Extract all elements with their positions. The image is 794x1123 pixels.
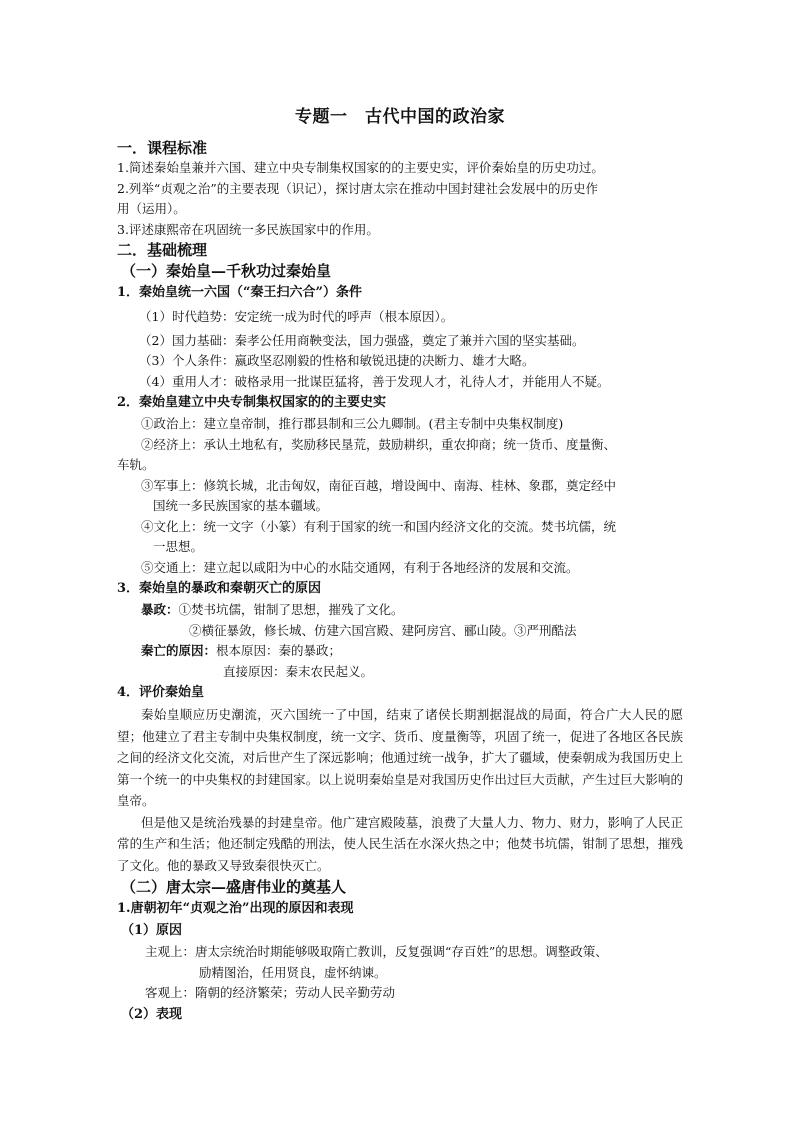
fall-line-2: 直接原因：秦末农民起义。 xyxy=(223,663,374,679)
fact-item-culture-cont: 一思想。 xyxy=(153,539,204,554)
curriculum-item-2: 2.列举“贞观之治”的主要表现（识记），探讨唐太宗在推动中国封建社会发展中的历史作 xyxy=(117,180,598,196)
fall-label: 秦亡的原因： xyxy=(141,643,217,658)
condition-item-4: （4）重用人才：破格录用一批谋臣猛将，善于发现人才，礼待人才，并能用人不疑。 xyxy=(139,373,610,389)
condition-item-1: （1）时代趋势：安定统一成为时代的呼声（根本原因）。 xyxy=(139,309,454,324)
fact-item-military-cont: 国统一多民族国家的基本疆域。 xyxy=(153,498,329,513)
curriculum-item-2-cont: 用（运用）。 xyxy=(117,201,186,216)
objective-line-1 xyxy=(117,983,683,1004)
sub-heading-manifestations: （2）表现 xyxy=(121,1006,183,1022)
evaluation-paragraph-1: 秦始皇顺应历史潮流，灭六国统一了中国，结束了诸侯长期割据混战的局面，符合广大人民的愿望；他建立了君主专制中央集权制度，统一文字、货币、度量衡等，巩固了统一，促进了各地区各民族之间的经济文化交流，对后世产生了深远影响；他通过统一战争，扩大了疆域，使秦朝成为我国历史上第一个统一的中央集权的封建国家。以上说明秦始皇是对我国历史作出过巨大贡献，产生过巨大影响的皇帝。 xyxy=(117,707,683,808)
section-heading-basics: 二．基础梳理 xyxy=(117,241,208,259)
topic-heading-evaluation: 4．评价秦始皇 xyxy=(117,685,205,700)
tyranny-text-1: ①焚书坑儒，钳制了思想，摧残了文化。 xyxy=(178,602,404,617)
tyranny-label: 暴政： xyxy=(141,602,179,617)
subjective-line-1 xyxy=(117,942,683,963)
page-title: 专题一 古代中国的政治家 xyxy=(295,107,505,127)
condition-item-3: （3）个人条件：嬴政坚忍刚毅的性格和敏锐迅捷的决断力、雄才大略。 xyxy=(139,353,535,368)
sub-heading-causes: （1）原因 xyxy=(121,923,183,938)
fact-item-culture: ④文化上：统一文字（小篆）有利于国家的统一和国内经济文化的交流。焚书坑儒，统 xyxy=(141,518,617,534)
objective-label: 客观上： xyxy=(145,985,196,1000)
topic-heading-zhenguan: 1.唐朝初年“贞观之治”出现的原因和表现 xyxy=(117,901,354,916)
fact-item-economy-cont: 车轨。 xyxy=(117,457,155,472)
fact-item-politics: ①政治上：建立皇帝制，推行郡县制和三公九卿制。(君主专制中央集权制度) xyxy=(141,416,564,431)
evaluation-paragraph-2: 但是他又是统治残暴的封建皇帝。他广建宫殿陵墓，浪费了大量人力、物力、财力，影响了人民正常的生产和生活；他还制定残酷的刑法，使人民生活在水深火热之中；他焚书坑儒，钳制了思想，摧残了文化。他的暴政又导致秦很快灭亡。 xyxy=(117,814,683,873)
fact-item-transport: ⑤交通上：建立起以咸阳为中心的水陆交通网，有利于各地经济的发展和交流。 xyxy=(141,559,579,575)
condition-item-2: （2）国力基础：秦孝公任用商鞅变法，国力强盛，奠定了兼并六国的坚实基础。 xyxy=(139,332,585,348)
subjective-text-1: 唐太宗统治时期能够吸取隋亡教训，反复强调“存百姓”的思想。调整政策、 xyxy=(195,944,608,959)
fall-line-1 xyxy=(117,641,683,662)
curriculum-item-1: 1.简述秦始皇兼并六国、建立中央专制集权国家的的主要史实，评价秦始皇的历史功过。 xyxy=(117,160,604,175)
section-heading-curriculum: 一．课程标准 xyxy=(117,139,208,157)
topic-heading-tyranny: 3．秦始皇的暴政和秦朝灭亡的原因 xyxy=(117,581,322,596)
subjective-label: 主观上： xyxy=(145,944,196,959)
subsection-heading-tang: （二）唐太宗—盛唐伟业的奠基人 xyxy=(121,878,347,896)
fact-item-economy: ②经济上：承认土地私有，奖励移民垦荒，鼓励耕织，重农抑商；统一货币、度量衡、 xyxy=(141,436,617,452)
tyranny-line-2: ②横征暴敛，修长城、仿建六国宫殿、建阿房宫、郦山陵。③严刑酷法 xyxy=(189,622,577,638)
tyranny-line-1 xyxy=(117,600,683,621)
fact-item-military: ③军事上：修筑长城，北击匈奴，南征百越，增设闽中、南海、桂林、象郡，奠定经中 xyxy=(141,477,617,493)
document-page xyxy=(117,104,683,1026)
fall-text-1: 根本原因：秦的暴政； xyxy=(216,643,342,658)
topic-heading-unification: 1．秦始皇统一六国（“秦王扫六合”）条件 xyxy=(117,285,363,300)
subjective-line-2: 励精图治，任用贤良，虚怀纳谏。 xyxy=(199,964,387,980)
subsection-heading-qin: （一）秦始皇—千秋功过秦始皇 xyxy=(121,262,332,280)
curriculum-item-3: 3.评述康熙帝在巩固统一多民族国家中的作用。 xyxy=(117,221,379,237)
topic-heading-centralization: 2．秦始皇建立中央专制集权国家的的主要史实 xyxy=(117,395,387,410)
objective-text-1: 隋朝的经济繁荣；劳动人民辛勤劳动 xyxy=(195,985,396,1000)
